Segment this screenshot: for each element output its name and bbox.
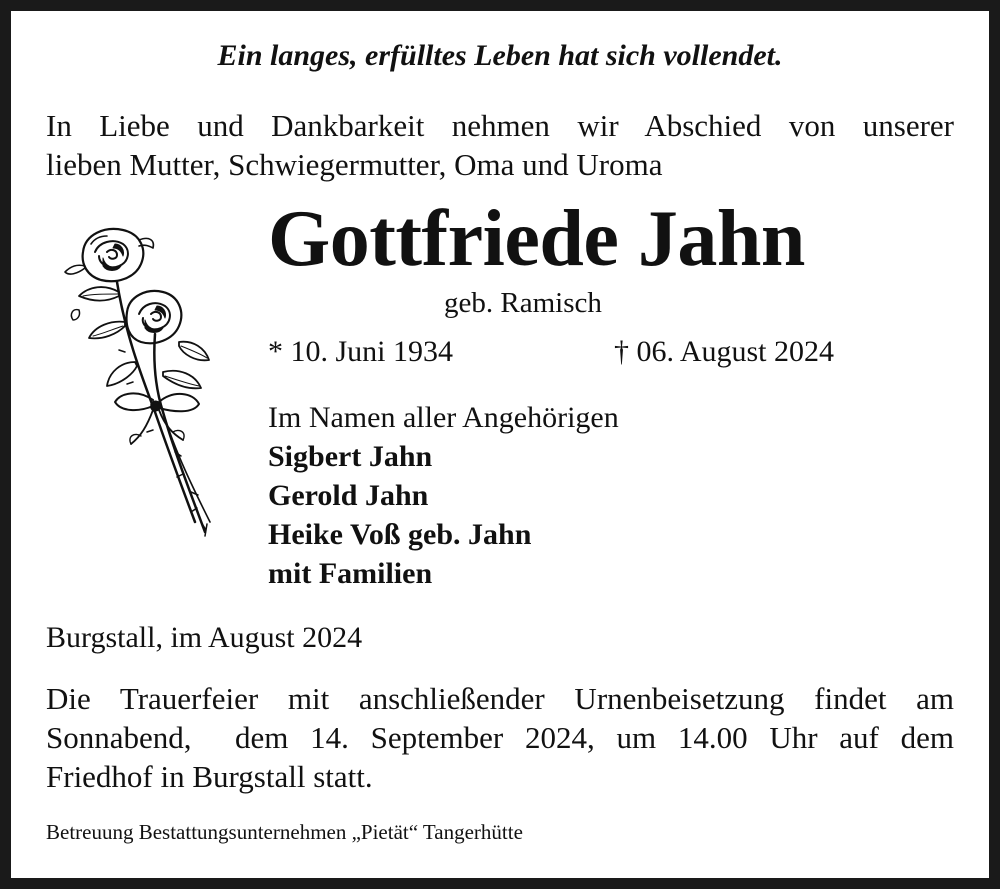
service-line-3: Friedhof in Burgstall statt.: [46, 759, 373, 794]
place-date: Burgstall, im August 2024: [46, 621, 363, 654]
motto: Ein langes, erfülltes Leben hat sich vollendet.: [217, 39, 783, 72]
death-date: † 06. August 2024: [614, 335, 835, 368]
mourner-name: Heike Voß geb. Jahn: [268, 518, 532, 551]
deceased-name: Gottfriede Jahn: [268, 195, 805, 283]
intro-line-2: lieben Mutter, Schwiegermutter, Oma und Uroma: [46, 147, 663, 182]
mourners-lead: Im Namen aller Angehörigen: [268, 401, 619, 434]
mourner-name: Gerold Jahn: [268, 479, 429, 512]
service-line-1: Die Trauerfeier mit anschließender Urnenbeisetzung findet am: [46, 681, 954, 716]
service-info: [46, 679, 954, 796]
mourner-name: Sigbert Jahn: [268, 440, 433, 473]
mourner-name: mit Familien: [268, 557, 433, 590]
funeral-home-credit: Betreuung Bestattungsunternehmen „Pietät“ Tangerhütte: [46, 820, 523, 844]
intro-line-1: In Liebe und Dankbarkeit nehmen wir Abschied von unserer: [46, 108, 954, 143]
service-line-2: Sonnabend, dem 14. September 2024, um 14.00 Uhr auf dem: [46, 720, 954, 755]
mourners-block: [268, 398, 619, 593]
roses-illustration: [55, 222, 225, 544]
intro-text: [46, 106, 954, 184]
maiden-name: geb. Ramisch: [444, 287, 602, 319]
birth-date: * 10. Juni 1934: [268, 335, 454, 368]
